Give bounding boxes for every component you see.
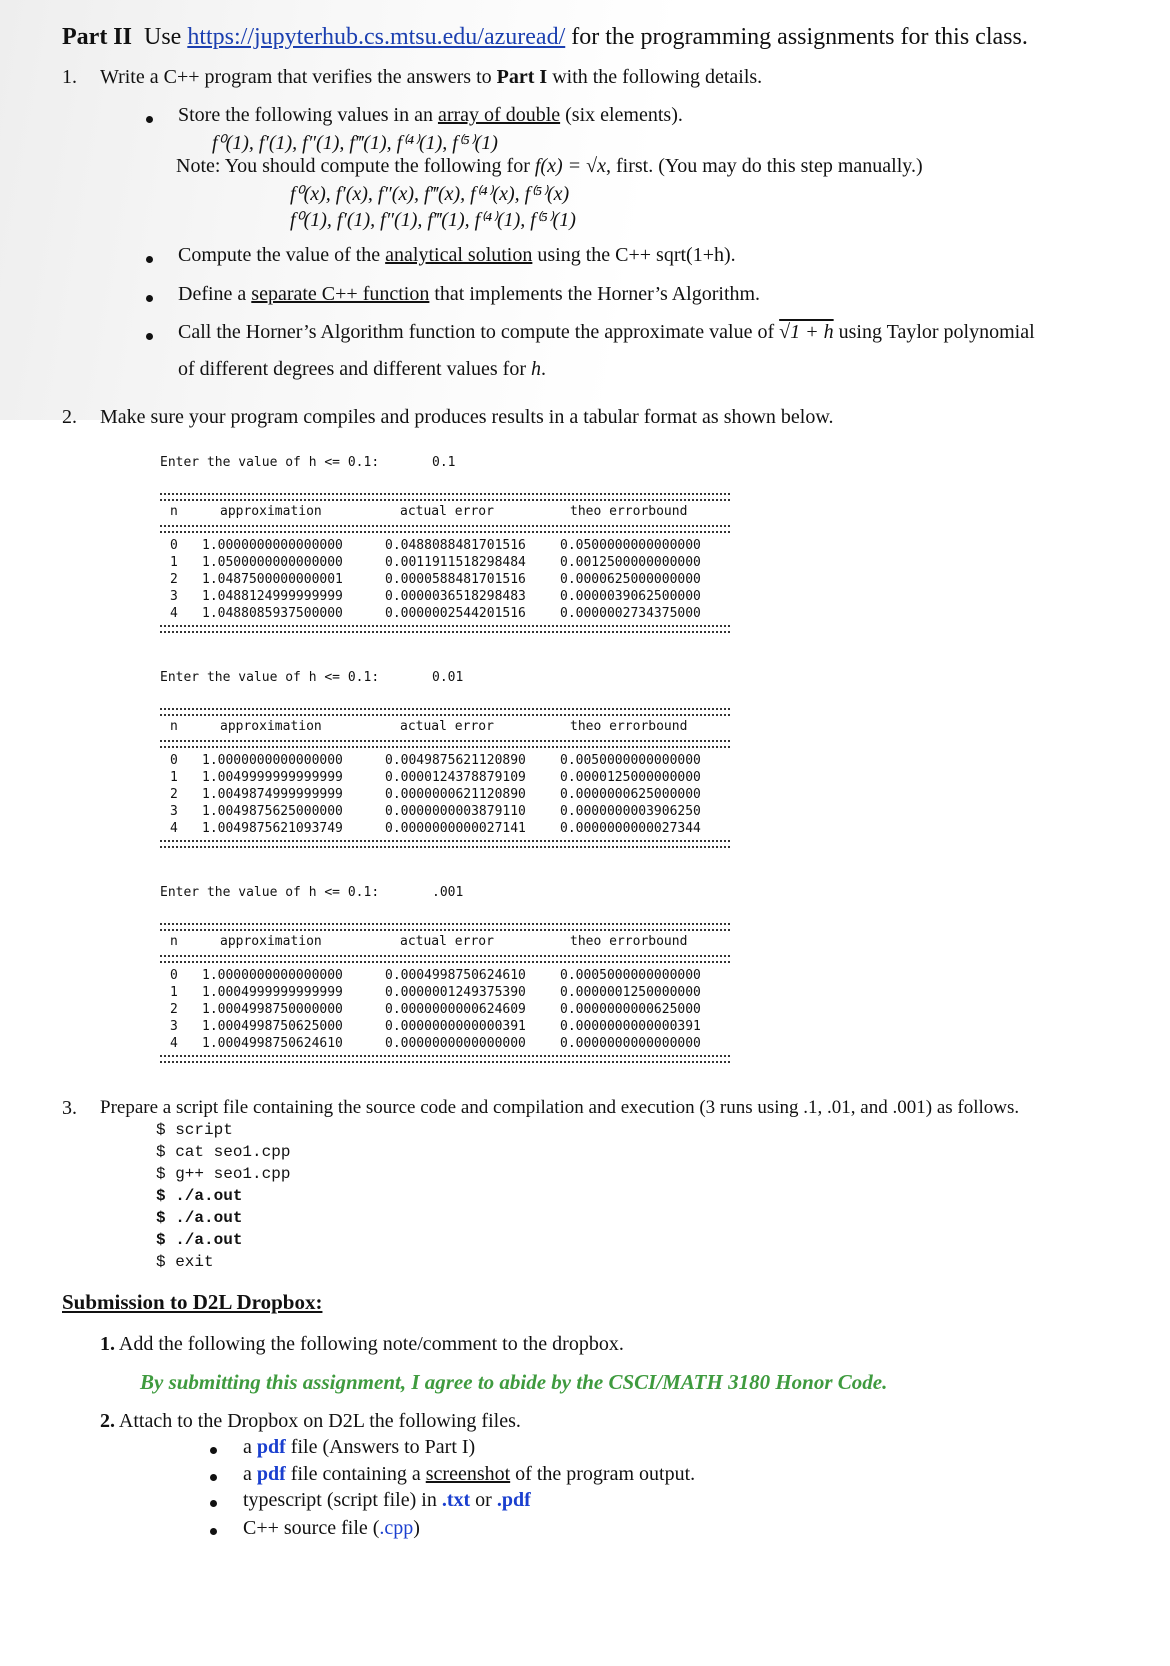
f1-post: file (Answers to Part I): [285, 1436, 476, 1458]
table-rule: [160, 740, 730, 748]
f3-pre: typescript (script file) in: [243, 1489, 442, 1511]
script-line: $ ./a.out: [156, 1187, 243, 1205]
f4-post: ): [413, 1517, 420, 1539]
table-header-cell: n: [170, 719, 178, 734]
b4l2-pre: of different degrees and different values for: [178, 358, 531, 380]
table-header-cell: actual error: [400, 504, 494, 519]
table-cell: 0.0049875621120890: [385, 753, 526, 768]
f2-post: of the program output.: [510, 1463, 696, 1485]
table-cell: 2: [170, 1002, 178, 1017]
bullet2-text: [178, 244, 736, 267]
part2-heading: [62, 24, 1028, 51]
table-cell: 0.0000002544201516: [385, 606, 526, 621]
f2-pre: a: [243, 1463, 257, 1485]
script-line: $ ./a.out: [156, 1231, 243, 1249]
table-cell: 0.0000000003879110: [385, 804, 526, 819]
bullet-icon: [210, 1528, 217, 1535]
table-cell: 0.0000124378879109: [385, 770, 526, 785]
bullet4-text: [178, 321, 1035, 344]
table-cell: 0.0000000000625000: [560, 1002, 701, 1017]
script-line: $ script: [156, 1121, 233, 1139]
jupyterhub-link[interactable]: https://jupyterhub.cs.mtsu.edu/azuread/: [187, 24, 566, 50]
table-cell: 1.0000000000000000: [202, 968, 343, 983]
table-cell: 0.0000125000000000: [560, 770, 701, 785]
table-cell: 4: [170, 1036, 178, 1051]
table-cell: 0.0000000000027344: [560, 821, 701, 836]
part2-pre: Use: [143, 24, 188, 50]
formula-line-3: f⁰(1), f′(1), f″(1), f‴(1), f⁽⁴⁾(1), f⁽⁵⁾(1): [290, 209, 576, 231]
table-cell: 1: [170, 985, 178, 1000]
submission-step1: [100, 1333, 624, 1356]
table-cell: 0.0005000000000000: [560, 968, 701, 983]
f4-cpp: .cpp: [379, 1517, 414, 1539]
s1-text: Add the following the following note/comment to the dropbox.: [118, 1333, 624, 1355]
item1-post: with the following details.: [547, 66, 763, 88]
table-cell: 0.0050000000000000: [560, 753, 701, 768]
file-item-1: [243, 1436, 475, 1459]
table-cell: 1.0049875621093749: [202, 821, 343, 836]
table-cell: 0.0000000003906250: [560, 804, 701, 819]
table-header-cell: theo errorbound: [570, 719, 688, 734]
table-rule: [160, 955, 730, 963]
table-cell: 1.0488085937500000: [202, 606, 343, 621]
note-fx: f(x) = √x: [534, 155, 606, 177]
s1-num: 1.: [100, 1333, 115, 1355]
b2-underlined: analytical solution: [385, 244, 533, 266]
part2-label: Part II: [62, 24, 132, 50]
table-header-cell: approximation: [220, 934, 322, 949]
bullet4-line2: [178, 358, 546, 381]
table-cell: 0.0000000000027141: [385, 821, 526, 836]
bullet1-text: [178, 104, 683, 127]
b2-pre: Compute the value of the: [178, 244, 386, 266]
note-line: [176, 155, 923, 178]
bullet-icon: [210, 1447, 217, 1454]
table-cell: 0.0000001249375390: [385, 985, 526, 1000]
b1-underlined: array of double: [437, 104, 561, 126]
table-rule: [160, 923, 730, 931]
table-cell: 4: [170, 606, 178, 621]
f3-txt: .txt: [441, 1489, 471, 1511]
item3-text: Prepare a script file containing the source code and compilation and execution (3 runs using .1, .01, and .001) as follows.: [100, 1097, 1020, 1118]
b4-pre: Call the Horner’s Algorithm function to compute the approximate value of: [178, 321, 780, 343]
item1-bold: Part I: [496, 66, 548, 88]
table-cell: 0.0012500000000000: [560, 555, 701, 570]
table-cell: 0.0000039062500000: [560, 589, 701, 604]
f1-pre: a: [243, 1436, 257, 1458]
bullet-icon: [146, 333, 153, 340]
table-cell: 3: [170, 589, 178, 604]
table-cell: 1: [170, 770, 178, 785]
table-cell: 0.0000000000000391: [385, 1019, 526, 1034]
table-cell: 0.0000000000000000: [560, 1036, 701, 1051]
b3-post: that implements the Horner’s Algorithm.: [429, 283, 761, 305]
table-cell: 0.0011911518298484: [385, 555, 526, 570]
b4l2-post: .: [541, 358, 546, 380]
submission-step2: [100, 1410, 521, 1433]
table-cell: 2: [170, 787, 178, 802]
s2-num: 2.: [100, 1410, 115, 1432]
table-cell: 3: [170, 1019, 178, 1034]
table-rule: [160, 493, 730, 501]
b1-post: (six elements).: [560, 104, 683, 126]
file-item-3: [243, 1489, 531, 1512]
item1-number: 1.: [62, 66, 77, 88]
submission-heading-text: Submission to D2L Dropbox:: [62, 1290, 323, 1314]
item2-text: Make sure your program compiles and produces results in a tabular format as shown below.: [100, 406, 834, 428]
table-cell: 1: [170, 555, 178, 570]
f3-mid: or: [470, 1489, 497, 1511]
file-item-2: [243, 1463, 695, 1486]
page-shade: [0, 0, 1170, 420]
run-prompt: Enter the value of h <= 0.1:: [160, 455, 380, 470]
f1-pdf: pdf: [256, 1436, 286, 1458]
table-cell: 0.0000000000624609: [385, 1002, 526, 1017]
part2-post: for the programming assignments for this class.: [565, 24, 1028, 50]
table-cell: 0.0000625000000000: [560, 572, 701, 587]
table-cell: 3: [170, 804, 178, 819]
table-cell: 0.0000001250000000: [560, 985, 701, 1000]
table-cell: 2: [170, 572, 178, 587]
table-rule: [160, 840, 730, 848]
b4-post: using Taylor polynomial: [833, 321, 1035, 343]
run-input: 0.1: [432, 455, 456, 470]
table-header-cell: theo errorbound: [570, 934, 688, 949]
table-header-cell: approximation: [220, 719, 322, 734]
f2-mid: file containing a: [285, 1463, 426, 1485]
table-cell: 0.0000002734375000: [560, 606, 701, 621]
script-line: $ g++ seo1.cpp: [156, 1165, 291, 1183]
b1-pre: Store the following values in an: [178, 104, 438, 126]
script-line: $ ./a.out: [156, 1209, 243, 1227]
bullet-icon: [210, 1474, 217, 1481]
table-cell: 0.0000000000000391: [560, 1019, 701, 1034]
bullet-icon: [146, 295, 153, 302]
f2-screenshot: screenshot: [425, 1463, 511, 1485]
table-cell: 0.0500000000000000: [560, 538, 701, 553]
script-line: $ cat seo1.cpp: [156, 1143, 291, 1161]
run-prompt: Enter the value of h <= 0.1:: [160, 670, 380, 685]
table-cell: 0: [170, 968, 178, 983]
formula-line-2: f⁰(x), f′(x), f″(x), f‴(x), f⁽⁴⁾(x), f⁽⁵⁾(x): [290, 183, 570, 205]
table-cell: 0: [170, 538, 178, 553]
item2-number: 2.: [62, 406, 77, 428]
table-rule: [160, 1055, 730, 1063]
script-line: $ exit: [156, 1253, 214, 1271]
table-rule: [160, 625, 730, 633]
b4l2-h: h: [531, 358, 541, 380]
table-header-cell: approximation: [220, 504, 322, 519]
table-cell: 0.0000000625000000: [560, 787, 701, 802]
note-post: , first. (You may do this step manually.): [605, 155, 923, 177]
table-cell: 1.0004999999999999: [202, 985, 343, 1000]
bullet3-text: [178, 283, 760, 306]
s2-text: Attach to the Dropbox on D2L the following files.: [118, 1410, 521, 1432]
table-cell: 1.0488124999999999: [202, 589, 343, 604]
run-input: 0.01: [432, 670, 464, 685]
bullet-icon: [146, 116, 153, 123]
honor-code-note: By submitting this assignment, I agree to abide by the CSCI/MATH 3180 Honor Code.: [140, 1370, 888, 1394]
table-cell: 1.0049875625000000: [202, 804, 343, 819]
submission-heading: [62, 1290, 322, 1315]
run-prompt: Enter the value of h <= 0.1:: [160, 885, 380, 900]
table-cell: 0.0000000000000000: [385, 1036, 526, 1051]
table-header-cell: actual error: [400, 719, 494, 734]
f4-pre: C++ source file (: [243, 1517, 380, 1539]
table-rule: [160, 708, 730, 716]
b4-math: √1 + h: [779, 321, 834, 343]
table-cell: 1.0004998750000000: [202, 1002, 343, 1017]
bullet-icon: [210, 1500, 217, 1507]
table-cell: 0.0000588481701516: [385, 572, 526, 587]
formula-line-1: f⁰(1), f′(1), f″(1), f‴(1), f⁽⁴⁾(1), f⁽⁵⁾(1): [212, 132, 498, 154]
file-item-4: [243, 1517, 420, 1540]
table-cell: 0.0488088481701516: [385, 538, 526, 553]
item3-number: 3.: [62, 1097, 77, 1119]
table-cell: 1.0004998750624610: [202, 1036, 343, 1051]
table-cell: 0: [170, 753, 178, 768]
b3-pre: Define a: [178, 283, 252, 305]
f3-pdf: .pdf: [496, 1489, 531, 1511]
table-header-cell: n: [170, 934, 178, 949]
f2-pdf: pdf: [256, 1463, 286, 1485]
table-header-cell: theo errorbound: [570, 504, 688, 519]
table-cell: 0.0000000621120890: [385, 787, 526, 802]
b2-post: using the C++ sqrt(1+h).: [532, 244, 736, 266]
item1-text: [100, 66, 762, 89]
table-cell: 4: [170, 821, 178, 836]
table-cell: 1.0487500000000001: [202, 572, 343, 587]
table-rule: [160, 525, 730, 533]
table-header-cell: actual error: [400, 934, 494, 949]
note-pre: Note: You should compute the following for: [176, 155, 535, 177]
bullet-icon: [146, 256, 153, 263]
item1-pre: Write a C++ program that verifies the answers to: [100, 66, 497, 88]
table-cell: 0.0004998750624610: [385, 968, 526, 983]
run-input: .001: [432, 885, 464, 900]
table-header-cell: n: [170, 504, 178, 519]
table-cell: 0.0000036518298483: [385, 589, 526, 604]
table-cell: 1.0004998750625000: [202, 1019, 343, 1034]
table-cell: 1.0049999999999999: [202, 770, 343, 785]
table-cell: 1.0000000000000000: [202, 538, 343, 553]
table-cell: 1.0000000000000000: [202, 753, 343, 768]
b3-underlined: separate C++ function: [251, 283, 430, 305]
table-cell: 1.0049874999999999: [202, 787, 343, 802]
table-cell: 1.0500000000000000: [202, 555, 343, 570]
